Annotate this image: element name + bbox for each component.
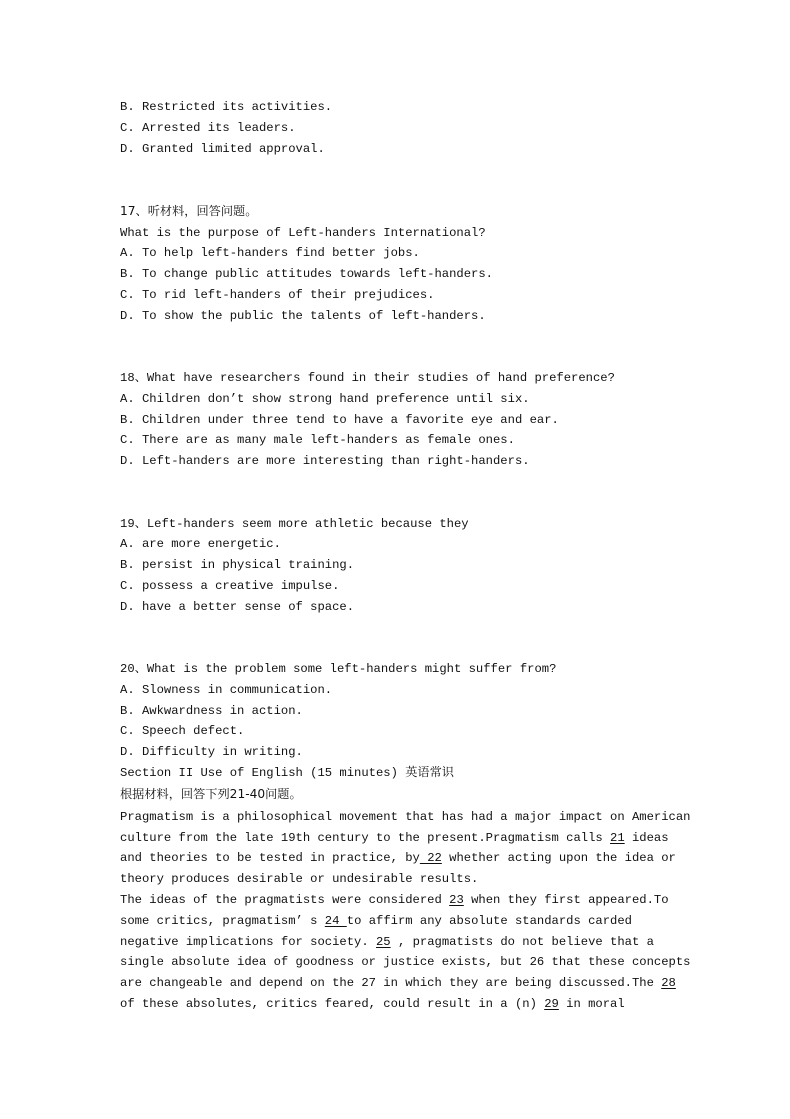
q20-stem: 20、What is the problem some left-handers might suffer from? — [120, 662, 557, 676]
q19-option-c: C. possess a creative impulse. — [120, 579, 340, 593]
q17-option-d: D. To show the public the talents of left-handers. — [120, 309, 486, 323]
q18-option-d: D. Left-handers are more interesting than right-handers. — [120, 454, 530, 468]
passage-line — [120, 996, 625, 1012]
blank-29: 29 — [544, 997, 559, 1011]
blank-23: 23 — [449, 893, 464, 907]
passage-line — [120, 913, 632, 929]
q16-option-b: B. Restricted its activities. — [120, 100, 333, 114]
q19-stem: 19、Left-handers seem more athletic because they — [120, 517, 469, 531]
q18-option-b: B. Children under three tend to have a favorite eye and ear. — [120, 413, 559, 427]
q17-option-b: B. To change public attitudes towards left-handers. — [120, 267, 493, 281]
q19-option-d: D. have a better sense of space. — [120, 600, 355, 614]
passage-text: to affirm any absolute standards carded — [346, 914, 632, 928]
passage-text: culture from the late 19th century to the present.Pragmatism calls — [120, 831, 611, 845]
passage-text: and theories to be tested in practice, by — [120, 851, 420, 865]
passage-text: Pragmatism is a philosophical movement that has had a major impact on American — [120, 810, 691, 824]
passage-line — [120, 934, 654, 950]
q20-option-d: D. Difficulty in writing. — [120, 745, 303, 759]
blank-25: 25 — [375, 935, 391, 949]
passage-line — [120, 830, 669, 846]
passage-text: negative implications for society. — [120, 935, 376, 949]
q20-option-b: B. Awkwardness in action. — [120, 704, 303, 718]
passage-text: , pragmatists do not believe that a — [390, 935, 654, 949]
q18-stem: 18、What have researchers found in their studies of hand preference? — [120, 371, 615, 385]
blank-28: 28 — [661, 976, 676, 990]
q18-option-c: C. There are as many male left-handers as female ones. — [120, 433, 515, 447]
blank-22: 22 — [419, 851, 442, 865]
q17-option-c: C. To rid left-handers of their prejudices. — [120, 288, 435, 302]
passage-text: whether acting upon the idea or — [441, 851, 676, 865]
passage-line — [120, 850, 676, 866]
passage-text: The ideas of the pragmatists were considered — [120, 893, 450, 907]
q16-option-c: C. Arrested its leaders. — [120, 121, 296, 135]
q17-option-a: A. To help left-handers find better jobs. — [120, 246, 420, 260]
passage-line — [120, 892, 669, 908]
passage-text: in moral — [558, 997, 625, 1011]
q18-option-a: A. Children don’t show strong hand preference until six. — [120, 392, 530, 406]
q19-option-b: B. persist in physical training. — [120, 558, 355, 572]
passage-text: some critics, pragmatism’ s — [120, 914, 325, 928]
passage-text: are changeable and depend on the 27 in which they are being discussed.The — [120, 976, 662, 990]
q20-option-c: C. Speech defect. — [120, 724, 245, 738]
blank-24: 24 — [324, 914, 347, 928]
q17-intro: 17、听材料，回答问题。 — [120, 204, 258, 218]
passage-line — [120, 809, 691, 825]
section-instruction: 根据材料，回答下列21-40问题。 — [120, 787, 302, 801]
passage-line: theory produces desirable or undesirable results. — [120, 872, 479, 886]
q17-stem: What is the purpose of Left-handers International? — [120, 226, 486, 240]
passage-text: ideas — [624, 831, 669, 845]
blank-21: 21 — [610, 831, 625, 845]
q16-option-d: D. Granted limited approval. — [120, 142, 325, 156]
q19-option-a: A. are more energetic. — [120, 537, 281, 551]
q20-option-a: A. Slowness in communication. — [120, 683, 333, 697]
passage-line: single absolute idea of goodness or justice exists, but 26 that these concepts — [120, 955, 691, 969]
passage-text: of these absolutes, critics feared, could result in a (n) — [120, 997, 545, 1011]
passage-text: when they first appeared.To — [463, 893, 669, 907]
section-heading: Section II Use of English (15 minutes) 英语常识 — [120, 766, 454, 780]
passage-line — [120, 975, 676, 991]
